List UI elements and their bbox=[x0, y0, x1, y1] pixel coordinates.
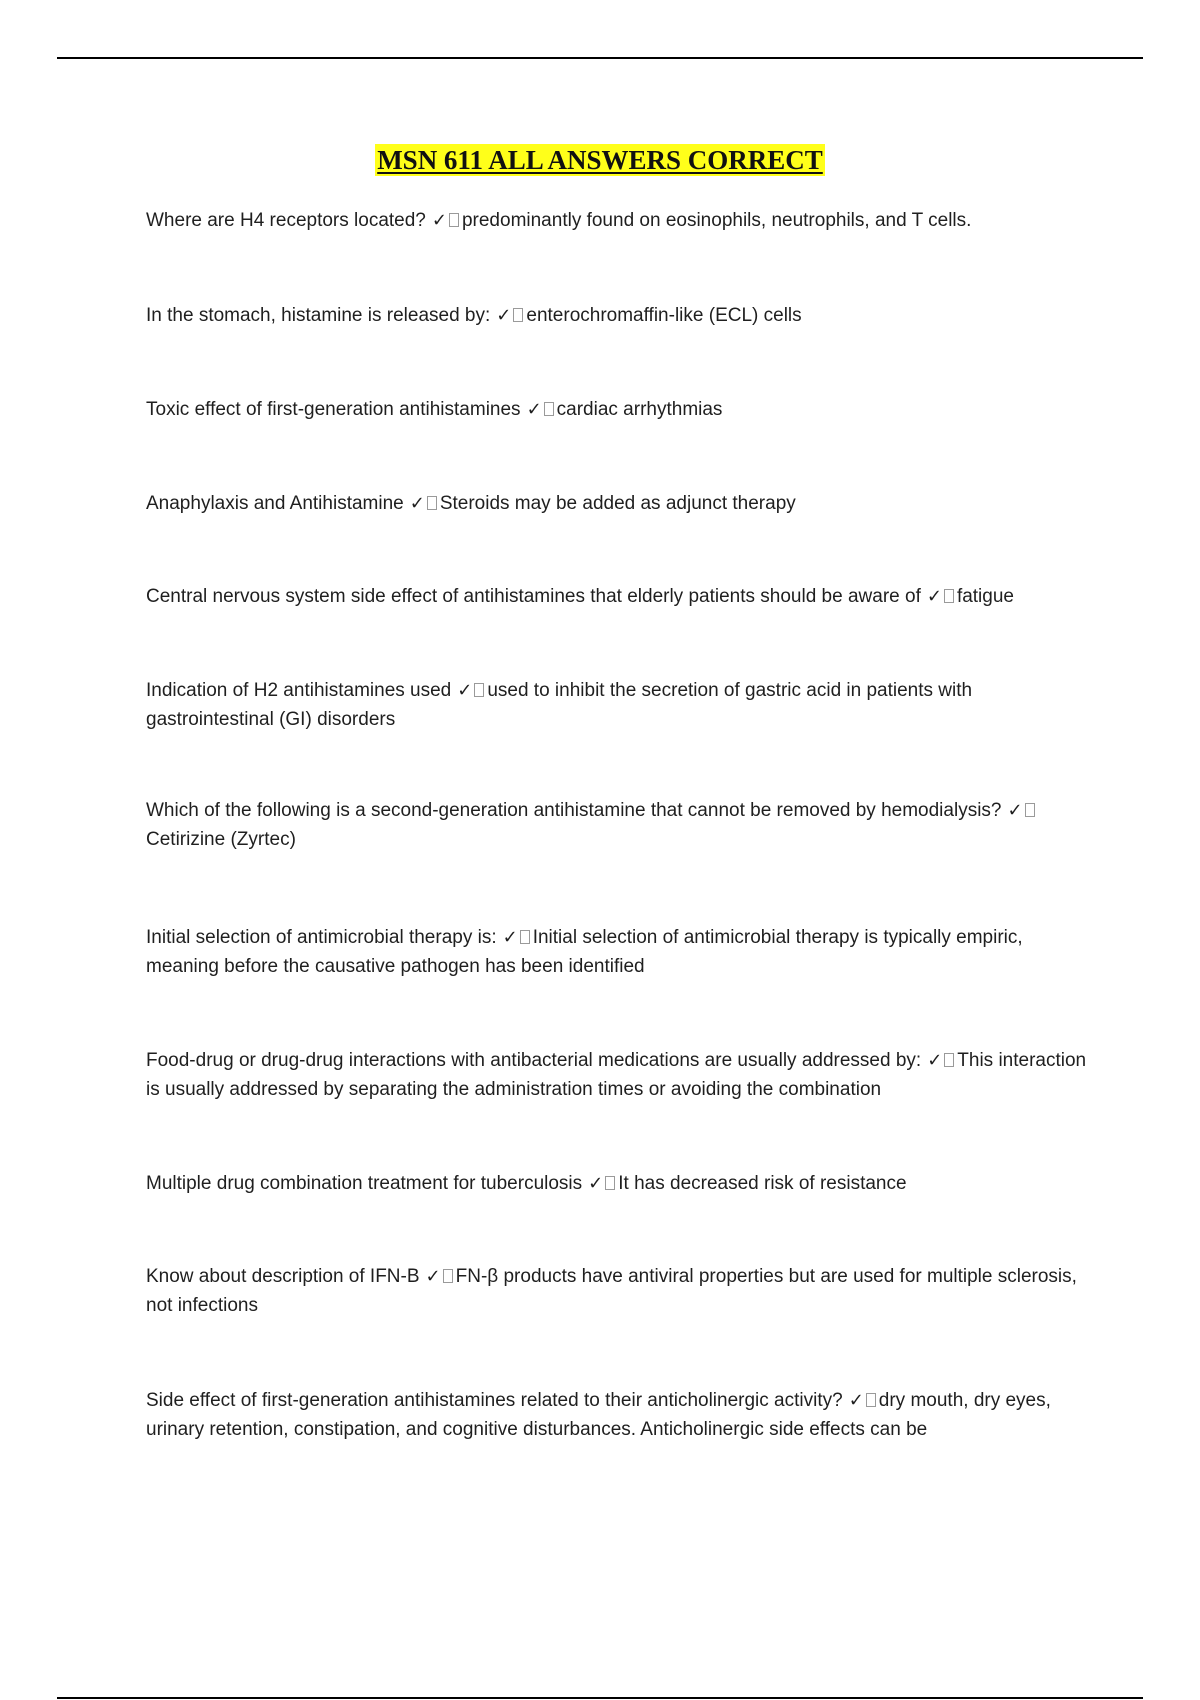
qa-item-8 bbox=[146, 923, 1096, 981]
checkmark-icon: ✓ bbox=[848, 1390, 864, 1411]
title-container bbox=[0, 144, 1200, 176]
qa-item-10 bbox=[146, 1169, 1096, 1198]
question: Initial selection of antimicrobial therapy is: bbox=[146, 927, 497, 948]
answer: enterochromaffin-like (ECL) cells bbox=[526, 305, 802, 326]
checkmark-icon: ✓ bbox=[502, 927, 518, 948]
missing-glyph-box-icon bbox=[605, 1176, 615, 1190]
missing-glyph-box-icon bbox=[1025, 803, 1035, 817]
answer: It has decreased risk of resistance bbox=[618, 1173, 907, 1194]
missing-glyph-box-icon bbox=[474, 683, 484, 697]
qa-item-6 bbox=[146, 676, 1096, 734]
answer: cardiac arrhythmias bbox=[556, 399, 723, 420]
question: Food-drug or drug-drug interactions with antibacterial medications are usually addressed by: bbox=[146, 1050, 922, 1071]
missing-glyph-box-icon bbox=[513, 308, 523, 322]
missing-glyph-box-icon bbox=[866, 1393, 876, 1407]
missing-glyph-box-icon bbox=[944, 1053, 954, 1067]
answer: Steroids may be added as adjunct therapy bbox=[439, 493, 796, 514]
missing-glyph-box-icon bbox=[520, 930, 530, 944]
checkmark-icon: ✓ bbox=[1007, 800, 1023, 821]
missing-glyph-box-icon bbox=[449, 213, 459, 227]
qa-item-4 bbox=[146, 489, 1096, 518]
answer: fatigue bbox=[956, 586, 1014, 607]
answer: This interaction is usually addressed by separating the administration times or avoiding the combination bbox=[146, 1050, 1087, 1100]
checkmark-icon: ✓ bbox=[496, 305, 512, 326]
answer: FN-β products have antiviral properties but are used for multiple sclerosis, not infections bbox=[146, 1266, 1077, 1316]
checkmark-icon: ✓ bbox=[926, 586, 942, 607]
answer: Initial selection of antimicrobial therapy is typically empiric, meaning before the causative pathogen has been identified bbox=[146, 927, 1023, 977]
checkmark-icon: ✓ bbox=[927, 1050, 943, 1071]
missing-glyph-box-icon bbox=[544, 402, 554, 416]
qa-item-7 bbox=[146, 796, 1096, 854]
footer-rule bbox=[57, 1697, 1143, 1699]
checkmark-icon: ✓ bbox=[431, 210, 447, 231]
missing-glyph-box-icon bbox=[427, 496, 437, 510]
question: In the stomach, histamine is released by: bbox=[146, 305, 491, 326]
answer: Cetirizine (Zyrtec) bbox=[146, 829, 296, 850]
qa-item-9 bbox=[146, 1046, 1096, 1104]
question: Which of the following is a second-generation antihistamine that cannot be removed by hemodialysis? bbox=[146, 800, 1002, 821]
question: Indication of H2 antihistamines used bbox=[146, 680, 452, 701]
question: Where are H4 receptors located? bbox=[146, 210, 426, 231]
answer: used to inhibit the secretion of gastric acid in patients with gastrointestinal (GI) disorders bbox=[146, 680, 973, 730]
checkmark-icon: ✓ bbox=[425, 1266, 441, 1287]
answer: dry mouth, dry eyes, urinary retention, constipation, and cognitive disturbances. Anticholinergic side effects can be bbox=[146, 1390, 1051, 1440]
qa-item-1 bbox=[146, 206, 1096, 235]
missing-glyph-box-icon bbox=[443, 1269, 453, 1283]
answer: predominantly found on eosinophils, neutrophils, and T cells. bbox=[461, 210, 972, 231]
question: Anaphylaxis and Antihistamine bbox=[146, 493, 404, 514]
qa-item-11 bbox=[146, 1262, 1096, 1320]
qa-item-3 bbox=[146, 395, 1096, 424]
question: Toxic effect of first-generation antihistamines bbox=[146, 399, 521, 420]
checkmark-icon: ✓ bbox=[457, 680, 473, 701]
qa-item-12 bbox=[146, 1386, 1096, 1444]
document-title: MSN 611 ALL ANSWERS CORRECT bbox=[377, 145, 823, 175]
question: Know about description of IFN-B bbox=[146, 1266, 420, 1287]
checkmark-icon: ✓ bbox=[588, 1173, 604, 1194]
missing-glyph-box-icon bbox=[944, 589, 954, 603]
qa-item-2 bbox=[146, 301, 1096, 330]
question: Central nervous system side effect of antihistamines that elderly patients should be aware of bbox=[146, 586, 921, 607]
question: Side effect of first-generation antihistamines related to their anticholinergic activity? bbox=[146, 1390, 843, 1411]
question: Multiple drug combination treatment for tuberculosis bbox=[146, 1173, 583, 1194]
header-rule bbox=[57, 57, 1143, 59]
checkmark-icon: ✓ bbox=[526, 399, 542, 420]
qa-item-5 bbox=[146, 582, 1096, 611]
checkmark-icon: ✓ bbox=[409, 493, 425, 514]
